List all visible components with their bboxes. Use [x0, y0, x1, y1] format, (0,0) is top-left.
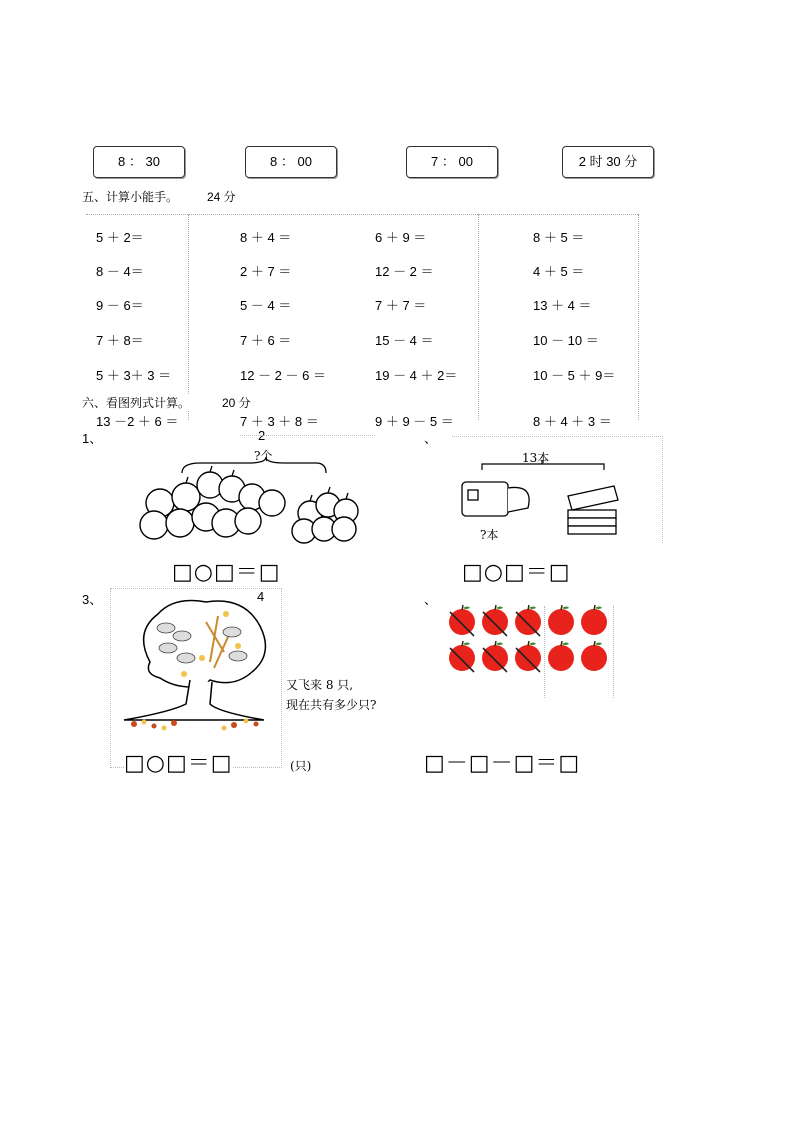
section5-score: 24 分	[207, 190, 236, 204]
calc-item: 7 ＋ 3 ＋ 8 ＝	[240, 414, 319, 429]
clock-answer-3: 7 ： 00	[406, 146, 498, 178]
equation-boxes-2[interactable]: □○□＝□	[462, 560, 571, 585]
problem-number-3: 3、	[82, 592, 103, 607]
problem-number-2-suffix: 、	[424, 431, 438, 446]
calc-item: 9 ＋ 9 － 5 ＝	[375, 414, 454, 429]
books-total-label: 13本	[522, 451, 550, 465]
grid-divider	[188, 214, 189, 420]
problem3-unit: (只)	[290, 759, 312, 773]
calc-item: 5 － 4 ＝	[240, 298, 292, 313]
problem3-text-line2: 现在共有多少只?	[286, 698, 377, 712]
equation-boxes-1[interactable]: □○□＝□	[172, 560, 281, 585]
clock-answer-1: 8 ： 30	[93, 146, 185, 178]
calc-item: 2 ＋ 7 ＝	[240, 264, 292, 279]
grid-top-line	[86, 214, 638, 215]
calc-item: 7 ＋ 8＝	[96, 333, 144, 348]
section6-title: 六、看图列式计算。	[82, 394, 194, 411]
tree-with-birds-illustration	[114, 592, 284, 742]
equation-boxes-3[interactable]: □○□＝□	[124, 746, 233, 777]
problem-number-1: 1、	[82, 431, 103, 446]
problem-number-2: 2	[258, 428, 266, 443]
calc-item: 6 ＋ 9 ＝	[375, 230, 427, 245]
red-apples-illustration	[444, 604, 614, 680]
calc-item: 13 ＋ 4 ＝	[533, 298, 592, 313]
apples-illustration	[130, 455, 370, 545]
calc-item: 9 － 6＝	[96, 298, 144, 313]
calc-item: 8 ＋ 4 ＋ 3 ＝	[533, 414, 612, 429]
grid-divider	[638, 214, 639, 420]
section5-title: 五、计算小能手。	[82, 190, 179, 204]
problem-number-4: 4	[257, 589, 265, 604]
calc-item: 8 － 4＝	[96, 264, 144, 279]
equation-boxes-4[interactable]: □－□－□＝□	[424, 751, 581, 776]
calc-item: 13 －2 ＋ 6 ＝	[96, 414, 179, 429]
section6-score: 20 分	[222, 396, 251, 410]
calc-item: 12 － 2 ＝	[375, 264, 434, 279]
clock-answer-2: 8 ： 00	[245, 146, 337, 178]
calc-item: 5 ＋ 3＋ 3 ＝	[96, 368, 172, 383]
calc-item: 4 ＋ 5 ＝	[533, 264, 585, 279]
problem3-text-line1: 又飞来 8 只,	[286, 678, 354, 692]
problem-number-4-suffix: 、	[424, 592, 438, 607]
calc-item: 15 － 4 ＝	[375, 333, 434, 348]
calc-item: 7 ＋ 6 ＝	[240, 333, 292, 348]
calc-item: 12 － 2 － 6 ＝	[240, 368, 326, 383]
clock-answer-4: 2 时 30 分	[562, 146, 654, 178]
apples-brace-label: ?个	[254, 449, 273, 463]
divider-line	[240, 435, 375, 436]
books-unknown-label: ?本	[480, 528, 499, 542]
grid-divider	[478, 214, 479, 420]
calc-item: 10 － 10 ＝	[533, 333, 599, 348]
calc-item: 8 ＋ 4 ＝	[240, 230, 292, 245]
calc-item: 7 ＋ 7 ＝	[375, 298, 427, 313]
calc-item: 10 － 5 ＋ 9＝	[533, 368, 616, 383]
calc-item: 8 ＋ 5 ＝	[533, 230, 585, 245]
calc-item: 5 ＋ 2＝	[96, 230, 144, 245]
calc-item: 19 － 4 ＋ 2＝	[375, 368, 458, 383]
